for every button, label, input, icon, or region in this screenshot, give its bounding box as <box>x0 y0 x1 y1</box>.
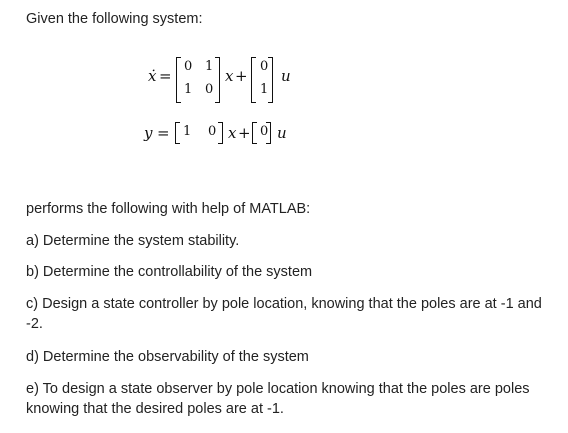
instruction-text: performs the following with help of MATLAB: <box>26 201 311 217</box>
task-item: b) Determine the controllability of the system <box>26 264 313 280</box>
input-u: u <box>281 67 291 85</box>
output-x: x <box>228 124 237 142</box>
plus-sign: + <box>238 124 251 142</box>
matrix-d-cell: 0 <box>260 124 269 139</box>
task-item: a) Determine the system stability. <box>26 233 240 249</box>
output-y: y <box>144 124 153 142</box>
right-bracket <box>218 122 223 144</box>
right-bracket <box>266 122 271 144</box>
right-bracket <box>215 57 220 103</box>
right-bracket <box>268 57 273 103</box>
matrix-a-cell: 0 <box>205 82 214 97</box>
task-item: e) To design a state observer by pole location knowing that the poles are poles knowing that the desired poles are at -1. <box>26 381 530 417</box>
vector-b-cell: 0 <box>260 59 269 74</box>
matrix-c-cell: 1 <box>183 124 192 139</box>
plus-sign: + <box>235 67 248 85</box>
matrix-a-cell: 0 <box>184 59 193 74</box>
intro-text: Given the following system: <box>26 11 203 27</box>
state-x: x <box>225 67 234 85</box>
matrix-c-cell: 0 <box>208 124 217 139</box>
matrix-a-cell: 1 <box>184 82 193 97</box>
left-bracket <box>176 57 181 103</box>
left-bracket <box>175 122 180 144</box>
task-item: d) Determine the observability of the system <box>26 349 309 365</box>
xdot-symbol: ẋ <box>148 67 157 85</box>
left-bracket <box>252 122 257 144</box>
equals-sign: = <box>159 67 172 85</box>
matrix-a-cell: 1 <box>205 59 214 74</box>
left-bracket <box>251 57 256 103</box>
output-u: u <box>277 124 287 142</box>
task-item: c) Design a state controller by pole location, knowing that the poles are at -1 and -2. <box>26 296 542 332</box>
vector-b-cell: 1 <box>260 82 269 97</box>
equals-sign: = <box>157 124 170 142</box>
